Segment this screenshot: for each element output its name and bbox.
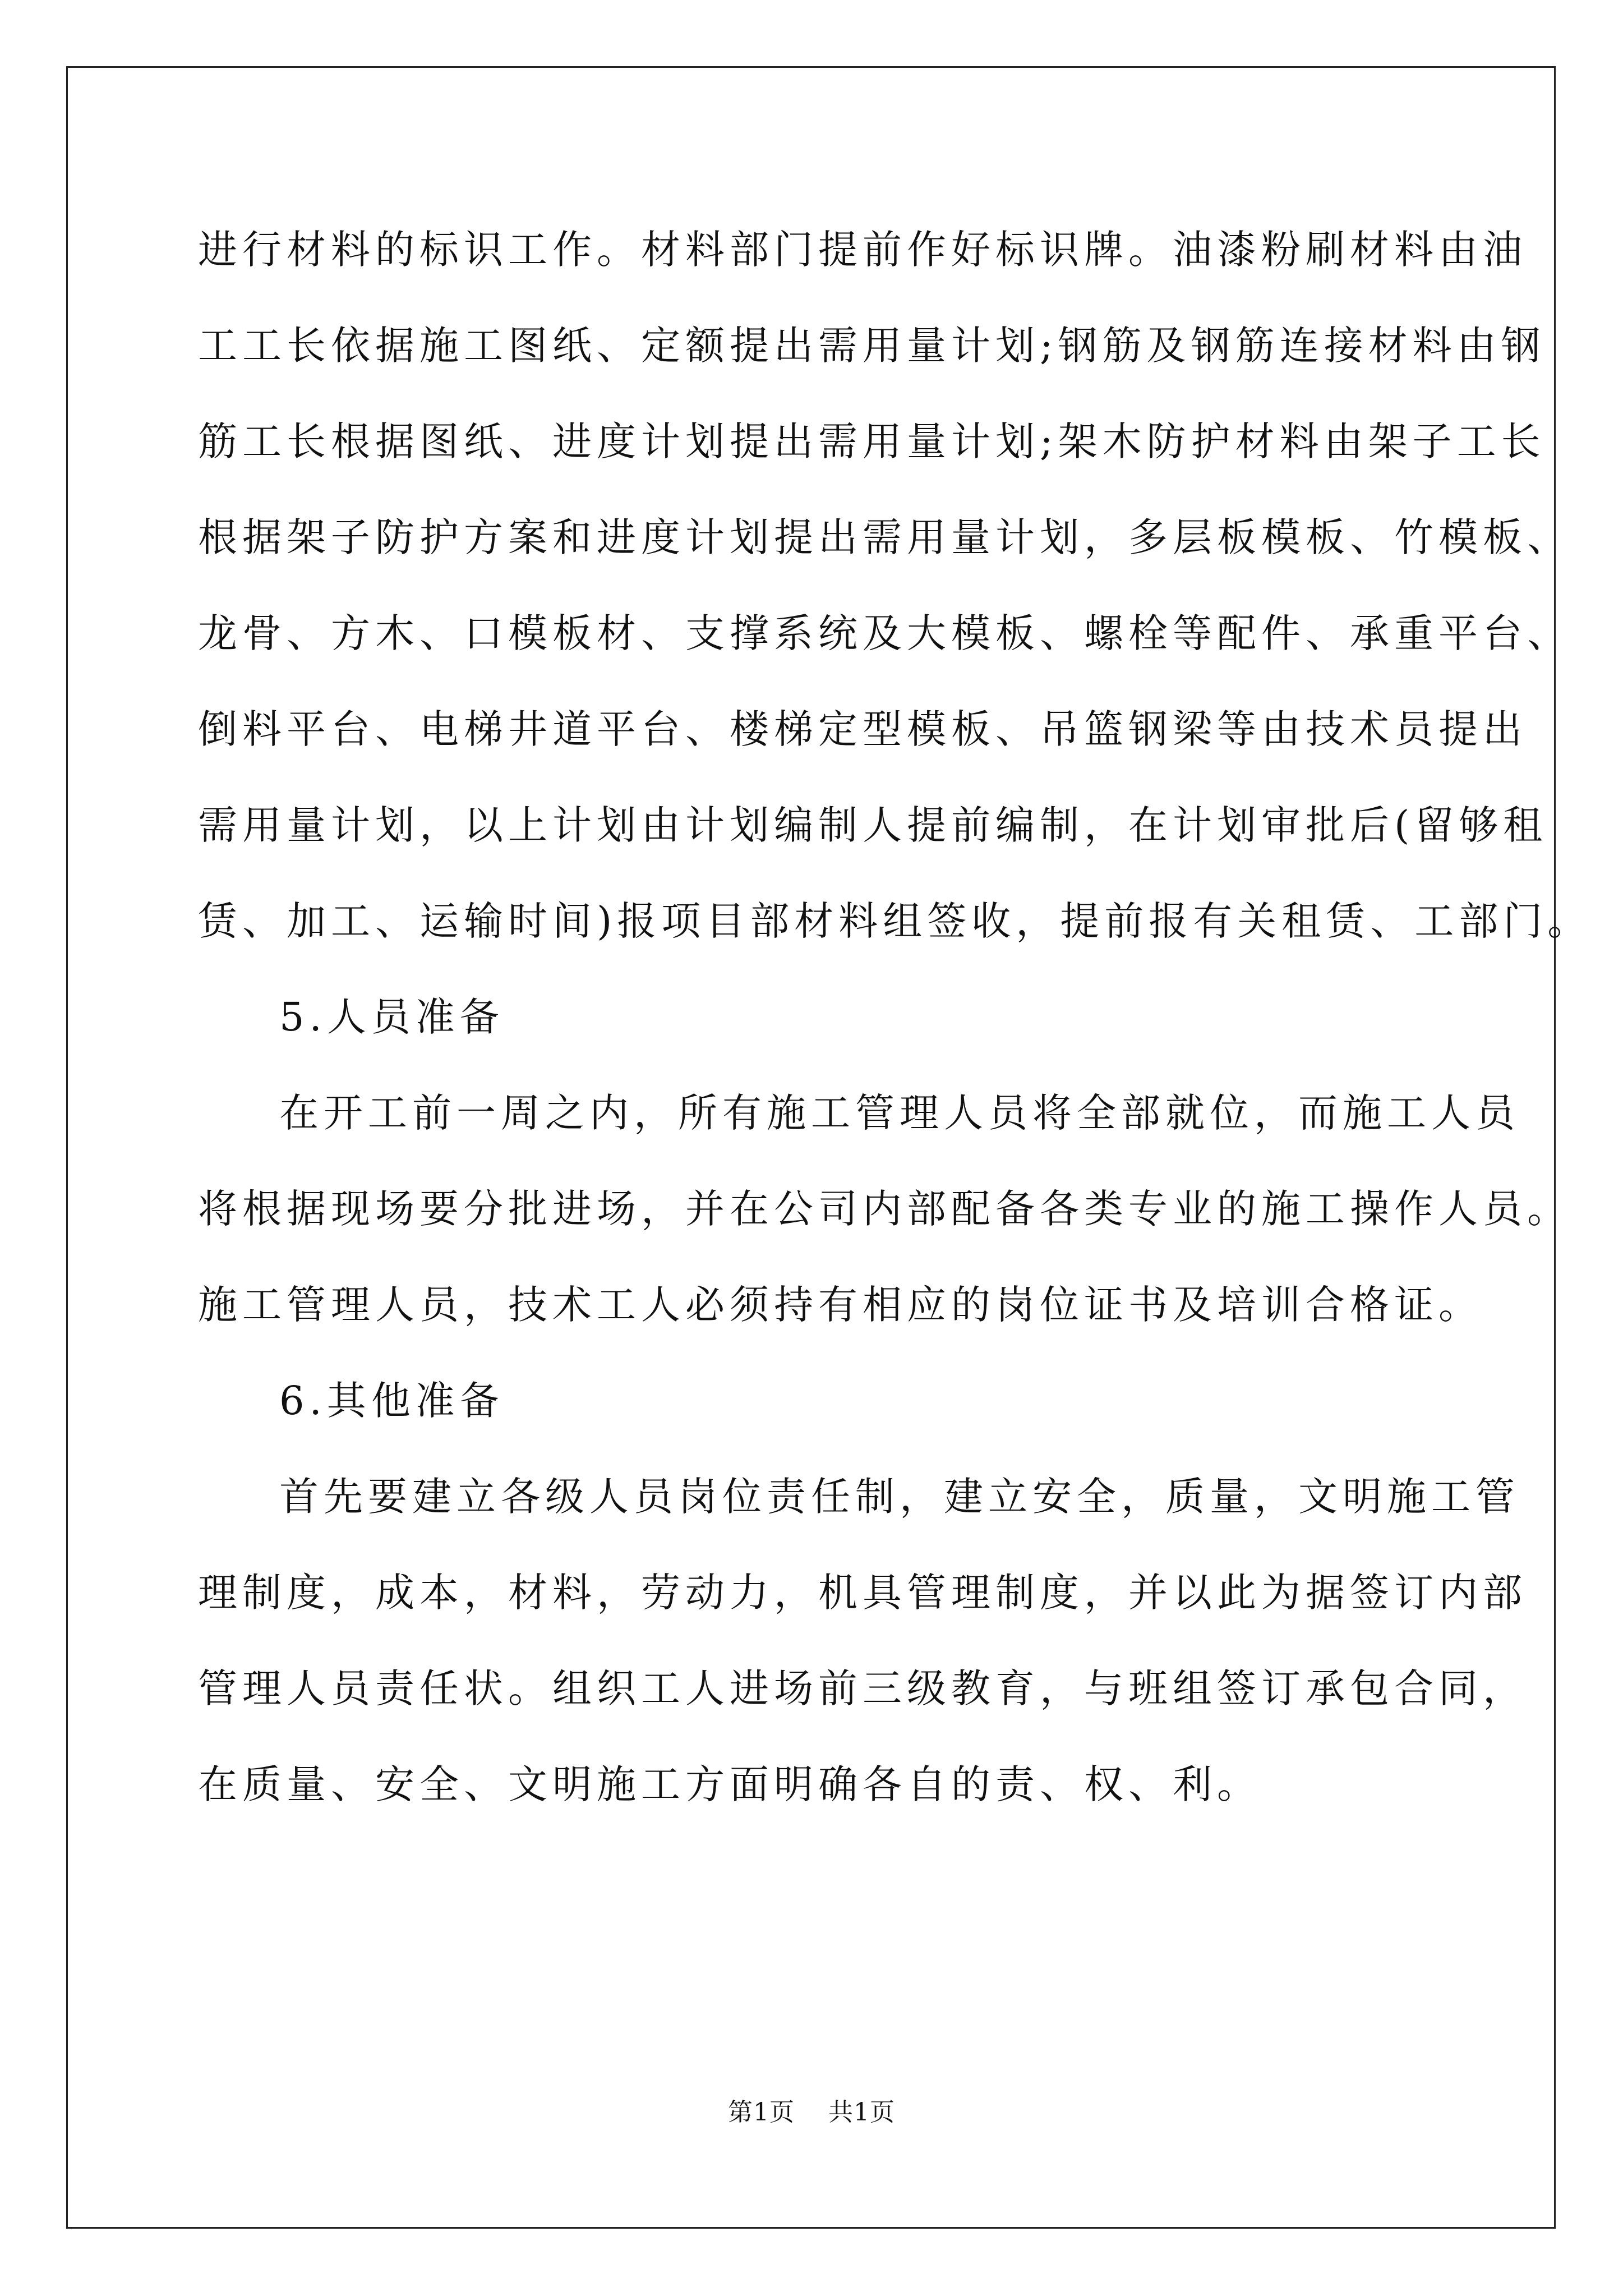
body-line-14: 首先要建立各级人员岗位责任制，建立安全，质量，文明施工管 xyxy=(279,1474,1520,1520)
body-line-3: 筋工长根据图纸、进度计划提出需用量计划;架木防护材料由架子工长 xyxy=(198,418,1546,464)
body-line-1: 进行材料的标识工作。材料部门提前作好标识牌。油漆粉刷材料由油 xyxy=(198,227,1527,273)
page-footer xyxy=(0,2097,1623,2128)
body-line-6: 倒料平台、电梯井道平台、楼梯定型模板、吊篮钢梁等由技术员提出 xyxy=(198,706,1527,752)
page-border xyxy=(66,66,1556,2229)
body-line-5: 龙骨、方木、口模板材、支撑系统及大模板、螺栓等配件、承重平台、 xyxy=(198,610,1571,656)
body-line-8: 赁、加工、运输时间)报项目部材料组签收，提前报有关租赁、工部门。 xyxy=(198,898,1592,944)
body-line-17: 在质量、安全、文明施工方面明确各自的责、权、利。 xyxy=(198,1761,1261,1807)
body-line-16: 管理人员责任状。组织工人进场前三级教育，与班组签订承包合同， xyxy=(198,1665,1527,1711)
body-line-10: 在开工前一周之内，所有施工管理人员将全部就位，而施工人员 xyxy=(279,1090,1520,1136)
body-line-15: 理制度，成本，材料，劳动力，机具管理制度，并以此为据签订内部 xyxy=(198,1570,1527,1616)
body-line-4: 根据架子防护方案和进度计划提出需用量计划，多层板模板、竹模板、 xyxy=(198,514,1571,560)
section-heading-personnel: 5.人员准备 xyxy=(279,994,504,1040)
body-line-2: 工工长依据施工图纸、定额提出需用量计划;钢筋及钢筋连接材料由钢 xyxy=(198,323,1546,369)
body-line-12: 施工管理人员，技术工人必须持有相应的岗位证书及培训合格证。 xyxy=(198,1282,1483,1328)
section-heading-other: 6.其他准备 xyxy=(279,1378,504,1424)
page-number: 第1页 共1页 xyxy=(728,2098,895,2127)
body-line-11: 将根据现场要分批进场，并在公司内部配备各类专业的施工操作人员。 xyxy=(198,1186,1571,1232)
body-line-7: 需用量计划，以上计划由计划编制人提前编制，在计划审批后(留够租 xyxy=(198,802,1548,848)
